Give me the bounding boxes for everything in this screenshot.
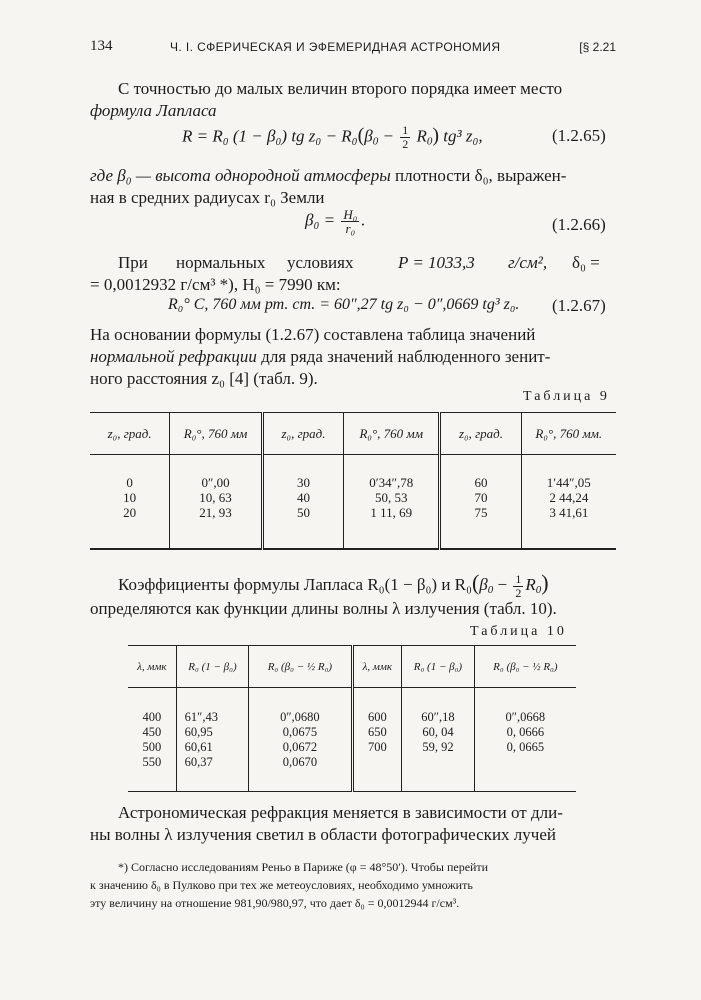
- equation-1-2-65: R = R₀ (1 − β₀) tg $z_0 - R_0(\beta_0$ − $\frac{1}{2}$ $R_0$) tg³ z₀,: [182, 123, 483, 151]
- t10-cell: 60, 04: [422, 725, 454, 739]
- eq1-fraction: [400, 124, 410, 151]
- t10-cell: 61″,43: [184, 710, 218, 724]
- equation-number-1-2-67: (1.2.67): [552, 296, 606, 315]
- paragraph-5-line-2: определяются как функции длины волны λ излучения (табл. 10).: [90, 599, 557, 618]
- t9-cell: 10: [123, 490, 137, 505]
- t10-cell: 400: [142, 710, 162, 724]
- eq2-fraction: [341, 208, 359, 235]
- page-number: 134: [90, 38, 113, 54]
- footnote-line-2: к значению δ₀ в Пулково при тех же метеоусловиях, необходимо умножить: [90, 878, 473, 892]
- eq2-den: r₀: [345, 221, 356, 236]
- eq2-num: H₀: [343, 207, 358, 222]
- t10-header-5: R₀ (1 − β₀): [402, 646, 475, 688]
- t10-header-4: λ, ммк: [352, 646, 402, 688]
- eq1-frac-den: 2: [402, 137, 409, 151]
- table-9-caption: Таблица 9: [523, 389, 610, 404]
- paragraph-1-text: С точностью до малых величин второго порядка имеет место: [118, 79, 563, 98]
- t9-col-6: [521, 455, 616, 550]
- t10-cell: 650: [367, 725, 387, 739]
- paragraph-4-line-3: ного расстояния z₀ [4] (табл. 9).: [90, 369, 318, 388]
- t10-cell: 60″,18: [421, 710, 455, 724]
- t10-col-5: [402, 688, 475, 792]
- table-10-caption: Таблица 10: [470, 624, 567, 639]
- paragraph-4-line-2: [90, 346, 618, 368]
- para2-lead: где β₀ —: [90, 166, 151, 185]
- t10-header-6: R₀ (β₀ − ½ R₀): [474, 646, 576, 688]
- t9-header-6: R₀°, 760 мм.: [521, 413, 616, 455]
- footnote-line-1: *) Согласно исследованиям Реньо в Париже (φ = 48°50′). Чтобы перейти: [118, 860, 489, 874]
- paragraph-4-line-1: На основании формулы (1.2.67) составлена таблица значений: [90, 325, 536, 344]
- para5-fraction: [513, 573, 523, 600]
- t9-cell: 50, 53: [374, 490, 408, 505]
- t9-header-1: z₀, град.: [107, 425, 152, 441]
- t9-cell: 10, 63: [199, 490, 232, 505]
- t9-cell: 50: [296, 505, 310, 520]
- para3-line-2: = 0,0012932 г/см³ *), H₀ = 7990 км:: [90, 275, 341, 294]
- table-9: [90, 412, 616, 550]
- para4-line2-rest: для ряда значений наблюденного зенит-: [261, 347, 551, 366]
- t9-cell: 60: [474, 475, 488, 490]
- t10-cell: 600: [367, 710, 387, 724]
- table-10-body-row: [128, 688, 576, 792]
- paragraph-6-line-2: ны волны λ излучения светил в области фотографических лучей: [90, 825, 556, 844]
- t9-header-3: z₀, град.: [262, 413, 343, 455]
- t9-header-4: R₀°, 760 мм: [344, 413, 440, 455]
- t9-header-5: z₀, град.: [440, 413, 521, 455]
- t9-cell: 30: [296, 475, 310, 490]
- t10-cell: 59, 92: [422, 740, 454, 754]
- running-title: Ч. I. СФЕРИЧЕСКАЯ И ЭФЕМЕРИДНАЯ АСТРОНОМИЯ: [170, 40, 501, 54]
- eq2-lhs: β₀ =: [305, 210, 336, 230]
- para3-word-3: условиях: [287, 253, 354, 272]
- t10-cell: 60,95: [184, 725, 213, 739]
- t9-cell: 0: [126, 475, 133, 490]
- t9-cell: 0′34″,78: [369, 475, 414, 490]
- para2-rest: плотности δ₀, выражен-: [394, 166, 567, 185]
- t10-col-2: [176, 688, 249, 792]
- t10-cell: 0,0672: [282, 740, 318, 754]
- para3-pressure: P = 1033,3: [398, 253, 475, 272]
- paragraph-2-line-2: ная в средних радиусах r₀ Земли: [90, 188, 325, 207]
- t9-cell: 75: [474, 505, 488, 520]
- t9-cell: 1′44″,05: [546, 475, 591, 490]
- eq1-rhs: tg³ z₀,: [443, 126, 483, 146]
- t9-header-2: R₀°, 760 мм: [170, 413, 263, 455]
- equation-1-2-67: R₀° C, 760 мм рт. ст. = 60″,27 tg z₀ − 0″,0669 tg³ z₀.: [168, 296, 520, 313]
- t9-cell: 20: [123, 505, 137, 520]
- footnote-line-3: эту величину на отношение 981,90/980,97, что дает δ₀ = 0,0012944 г/см³.: [90, 896, 460, 910]
- t9-cell: 70: [474, 490, 488, 505]
- eq1-frac-num: 1: [402, 123, 409, 137]
- t10-cell: 0″,0680: [280, 710, 320, 724]
- t9-cell: 1 11, 69: [370, 505, 413, 520]
- t9-col-3: [262, 455, 343, 550]
- table-10-header-row: [128, 646, 576, 688]
- t10-cell: 0, 0666: [506, 725, 545, 739]
- para3-unit: г/см²,: [508, 253, 548, 272]
- t10-cell: 550: [142, 755, 162, 769]
- paragraph-6-line-1: Астрономическая рефракция меняется в зависимости от дли-: [118, 803, 563, 822]
- t9-col-1: [90, 455, 170, 550]
- section-number: [§ 2.21: [579, 40, 616, 54]
- eq2-dot: .: [361, 210, 366, 230]
- t10-col-1: [128, 688, 176, 792]
- t10-cell: 450: [142, 725, 162, 739]
- t10-header-1: λ, ммк: [137, 660, 167, 673]
- t10-cell: 0, 0665: [506, 740, 545, 754]
- t9-cell: 2 44,24: [549, 490, 589, 505]
- equation-number-1-2-65: (1.2.65): [552, 126, 606, 145]
- eq1-lhs: R = R₀ (1 − β₀) tg z₀ − R₀: [182, 126, 358, 146]
- t10-cell: 500: [142, 740, 162, 754]
- t9-col-4: [344, 455, 440, 550]
- t10-cell: 0″,0668: [505, 710, 546, 724]
- homogeneous-atmosphere-term: высота однородной атмосферы: [155, 166, 391, 185]
- table-10: [128, 645, 576, 792]
- t10-header-2: R₀ (1 − β₀): [176, 646, 249, 688]
- t10-col-4: [352, 688, 402, 792]
- equation-number-1-2-66: (1.2.66): [552, 215, 606, 234]
- t10-col-3: [249, 688, 352, 792]
- para3-density: δ₀ =: [572, 253, 600, 272]
- t9-cell: 40: [296, 490, 310, 505]
- table-9-body-row: [90, 455, 616, 550]
- equation-1-2-66: [305, 208, 366, 235]
- running-header: [90, 38, 616, 60]
- t10-cell: 60,37: [184, 755, 213, 769]
- para5-line1-text: Коэффициенты формулы Лапласа R₀(1 − β₀) и R₀: [118, 575, 472, 594]
- para3-word-2: нормальных: [176, 253, 266, 272]
- laplace-formula-label: формула Лапласа: [90, 101, 217, 120]
- para5-frac-num: 1: [515, 571, 522, 586]
- normal-refraction-term: нормальной рефракции: [90, 347, 257, 366]
- t10-cell: 60,61: [184, 740, 213, 754]
- t9-cell: 21, 93: [199, 505, 232, 520]
- t9-cell: 3 41,61: [549, 505, 589, 520]
- t9-cell: 0″,00: [201, 475, 230, 490]
- t9-col-2: [170, 455, 263, 550]
- t10-col-6: [474, 688, 576, 792]
- t10-header-3: R₀ (β₀ − ½ R₀): [249, 646, 352, 688]
- t10-cell: 0,0670: [282, 755, 318, 769]
- t9-col-5: [440, 455, 521, 550]
- paragraph-5-line-1: Коэффициенты формулы Лапласа R₀(1 − β₀) и $R_0(\beta_0$ − $\frac{1}{2}$ $R_0$): [118, 570, 549, 600]
- paragraph-1: [118, 78, 618, 100]
- t10-cell: 0,0675: [282, 725, 318, 739]
- table-9-header-row: [90, 413, 616, 455]
- t10-cell: 700: [367, 740, 387, 754]
- paragraph-2: [90, 165, 618, 187]
- para5-frac-den: 2: [515, 585, 522, 600]
- para3-word-1: При: [118, 253, 148, 272]
